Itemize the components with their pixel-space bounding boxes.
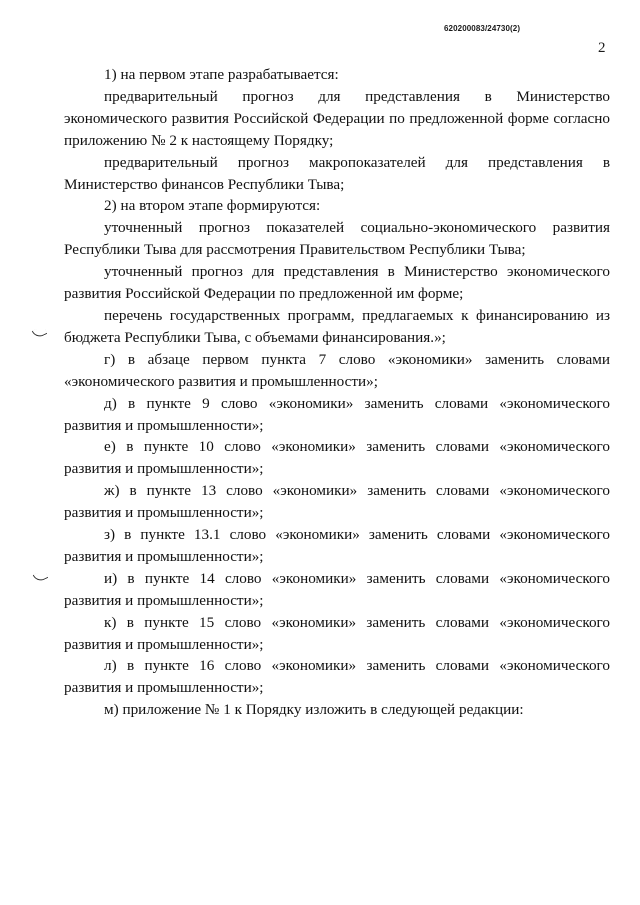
paragraph-stage-2: 2) на втором этапе формируются: xyxy=(104,197,321,215)
paragraph-macro-forecast: предварительный прогноз макропоказателей для представления в Министерство финансов Республики Тыва; xyxy=(64,153,610,193)
paragraph-preliminary-forecast: предварительный прогноз для представления в Министерство экономического развития Российской Федерации по предложенной форме согласно приложению № 2 к настоящему Порядку; xyxy=(64,87,610,149)
paragraph-item-i: и) в пункте 14 слово «экономики» заменить словами «экономического развития и промышленности»; xyxy=(64,569,610,609)
paragraph-stage-1: 1) на первом этапе разрабатывается: xyxy=(104,66,339,83)
paragraph-item-m: м) приложение № 1 к Порядку изложить в следующей редакции: xyxy=(104,701,524,719)
margin-tick-mark xyxy=(32,326,48,340)
document-id: 620200083/24730(2) xyxy=(444,24,521,33)
paragraph-refined-forecast-government: уточненный прогноз показателей социально-экономического развития Республики Тыва для рассмотрения Правительством Республики Тыва; xyxy=(64,219,610,259)
document-body xyxy=(64,64,610,721)
margin-tick-mark xyxy=(33,570,49,584)
paragraph-item-d: д) в пункте 9 слово «экономики» заменить словами «экономического развития и промышленности»; xyxy=(64,394,610,434)
page-number: 2 xyxy=(598,40,606,56)
paragraph-item-e: е) в пункте 10 слово «экономики» заменить словами «экономического развития и промышленности»; xyxy=(64,438,610,478)
paragraph-item-k: к) в пункте 15 слово «экономики» заменить словами «экономического развития и промышленности»; xyxy=(64,613,610,653)
paragraph-item-zh: ж) в пункте 13 слово «экономики» заменить словами «экономического развития и промышленности»; xyxy=(64,482,610,522)
paragraph-item-g: г) в абзаце первом пункта 7 слово «экономики» заменить словами «экономического развития и промышленности»; xyxy=(64,350,610,390)
paragraph-refined-forecast-ministry: уточненный прогноз для представления в Министерство экономического развития Российской Федерации по предложенной им форме; xyxy=(64,263,610,303)
paragraph-item-l: л) в пункте 16 слово «экономики» заменить словами «экономического развития и промышленности»; xyxy=(64,657,610,697)
paragraph-program-list: перечень государственных программ, предлагаемых к финансированию из бюджета Республики Тыва, с объемами финансирования.»; xyxy=(64,306,610,346)
paragraph-item-z: з) в пункте 13.1 слово «экономики» заменить словами «экономического развития и промышленности»; xyxy=(64,526,610,565)
